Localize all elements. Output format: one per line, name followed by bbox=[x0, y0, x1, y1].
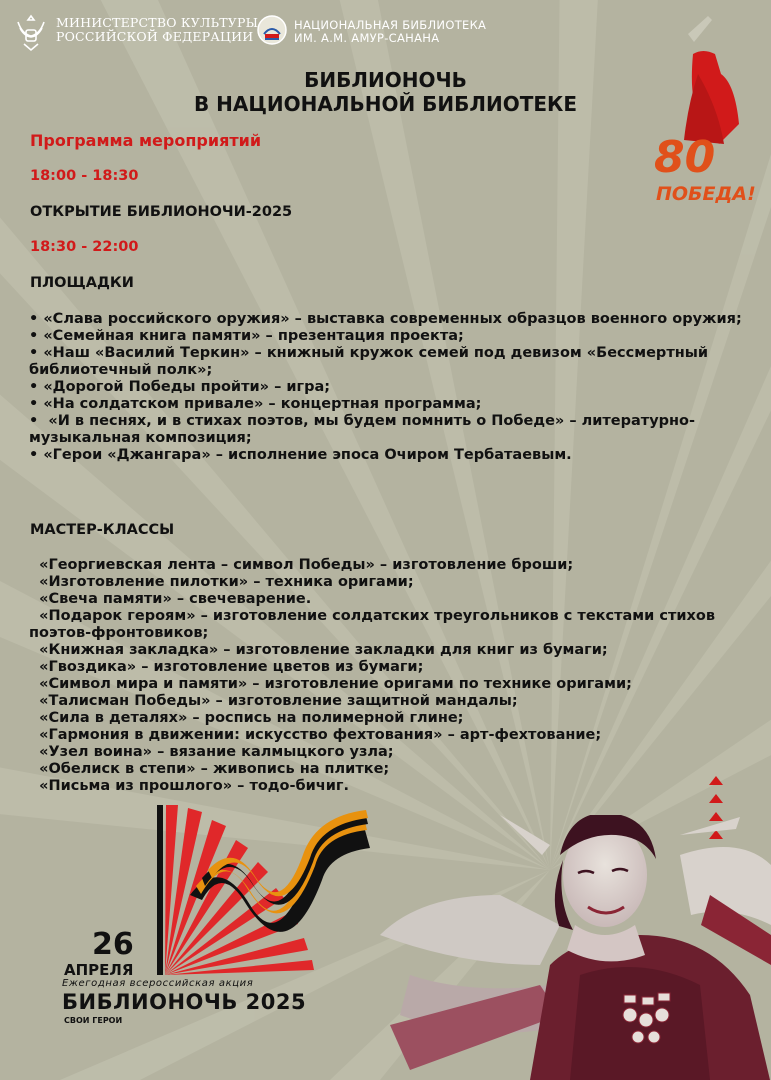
library-logo-icon bbox=[256, 14, 288, 48]
badge-word: ПОБЕДА! bbox=[656, 183, 756, 204]
list-item: «Письма из прошлого» – тодо-бичиг. bbox=[29, 778, 349, 794]
event-name: БИБЛИОНОЧЬ 2025 bbox=[62, 990, 307, 1014]
ministry-title bbox=[56, 16, 258, 44]
event-month: АПРЕЛЯ bbox=[64, 961, 134, 979]
page-title bbox=[0, 68, 771, 116]
pilot-photo bbox=[380, 815, 771, 1080]
list-item: «Подарок героям» – изготовление солдатских треугольников с текстами стихов поэтов-фронтовиков; bbox=[29, 608, 721, 641]
event-day: 26 bbox=[92, 927, 134, 962]
list-item: • «Семейная книга памяти» – презентация проекта; bbox=[29, 328, 464, 344]
list-item: • «И в песнях, и в стихах поэтов, мы будем помнить о Победе» – литературно-музыкальная композиция; bbox=[29, 413, 696, 446]
venues-list bbox=[29, 311, 744, 464]
list-item: «Талисман Победы» – изготовление защитной мандалы; bbox=[29, 693, 518, 709]
list-item: «Узел воина» – вязание калмыцкого узла; bbox=[29, 744, 394, 760]
venues-heading: ПЛОЩАДКИ bbox=[30, 275, 134, 291]
ministry-line1: МИНИСТЕРСТВО КУЛЬТУРЫ bbox=[56, 15, 259, 30]
list-item: «Изготовление пилотки» – техника оригами; bbox=[29, 574, 414, 590]
list-item: «Георгиевская лента – символ Победы» – изготовление броши; bbox=[29, 557, 574, 573]
list-item: • «Наш «Василий Теркин» – книжный кружок семей под девизом «Бессмертный библиотечный полк»; bbox=[29, 345, 714, 378]
program-heading: Программа мероприятий bbox=[30, 131, 262, 150]
time-slot-1: 18:00 - 18:30 bbox=[30, 168, 139, 184]
title-line2: В НАЦИОНАЛЬНОЙ БИБЛИОТЕКЕ bbox=[193, 92, 578, 116]
list-item: «Гармония в движении: искусство фехтования» – арт-фехтование; bbox=[29, 727, 602, 743]
list-item: «Сила в деталях» – роспись на полимерной глине; bbox=[29, 710, 464, 726]
event-slogan: СВОИ ГЕРОИ bbox=[64, 1016, 123, 1025]
list-item: • «Дорогой Победы пройти» – игра; bbox=[29, 379, 331, 395]
list-item: • «Слава российского оружия» – выставка современных образцов военного оружия; bbox=[29, 311, 742, 327]
library-line2: ИМ. А.М. АМУР-САНАНА bbox=[294, 31, 440, 45]
masterclasses-list bbox=[29, 557, 749, 795]
library-title bbox=[294, 19, 486, 45]
ministry-line2: РОССИЙСКОЙ ФЕДЕРАЦИИ bbox=[56, 29, 254, 44]
list-item: «Свеча памяти» – свечеварение. bbox=[29, 591, 312, 607]
opening-heading: ОТКРЫТИЕ БИБЛИОНОЧИ-2025 bbox=[30, 204, 293, 220]
event-tagline: Ежегодная всероссийская акция bbox=[62, 978, 254, 989]
time-slot-2: 18:30 - 22:00 bbox=[30, 239, 139, 255]
eagle-emblem-icon bbox=[12, 12, 50, 52]
list-item: «Обелиск в степи» – живопись на плитке; bbox=[29, 761, 390, 777]
list-item: • «Герои «Джангара» – исполнение эпоса Очиром Тербатаевым. bbox=[29, 447, 572, 463]
masterclasses-heading: МАСТЕР-КЛАССЫ bbox=[30, 522, 175, 538]
list-item: «Символ мира и памяти» – изготовление оригами по технике оригами; bbox=[29, 676, 632, 692]
list-item: «Книжная закладка» – изготовление закладки для книг из бумаги; bbox=[29, 642, 608, 658]
badge-number: 80 bbox=[654, 132, 716, 183]
biblionoch-fan-graphic bbox=[150, 800, 370, 980]
list-item: • «На солдатском привале» – концертная программа; bbox=[29, 396, 482, 412]
library-line1: НАЦИОНАЛЬНАЯ БИБЛИОТЕКА bbox=[294, 18, 487, 32]
list-item: «Гвоздика» – изготовление цветов из бумаги; bbox=[29, 659, 424, 675]
title-line1: БИБЛИОНОЧЬ bbox=[304, 68, 467, 92]
